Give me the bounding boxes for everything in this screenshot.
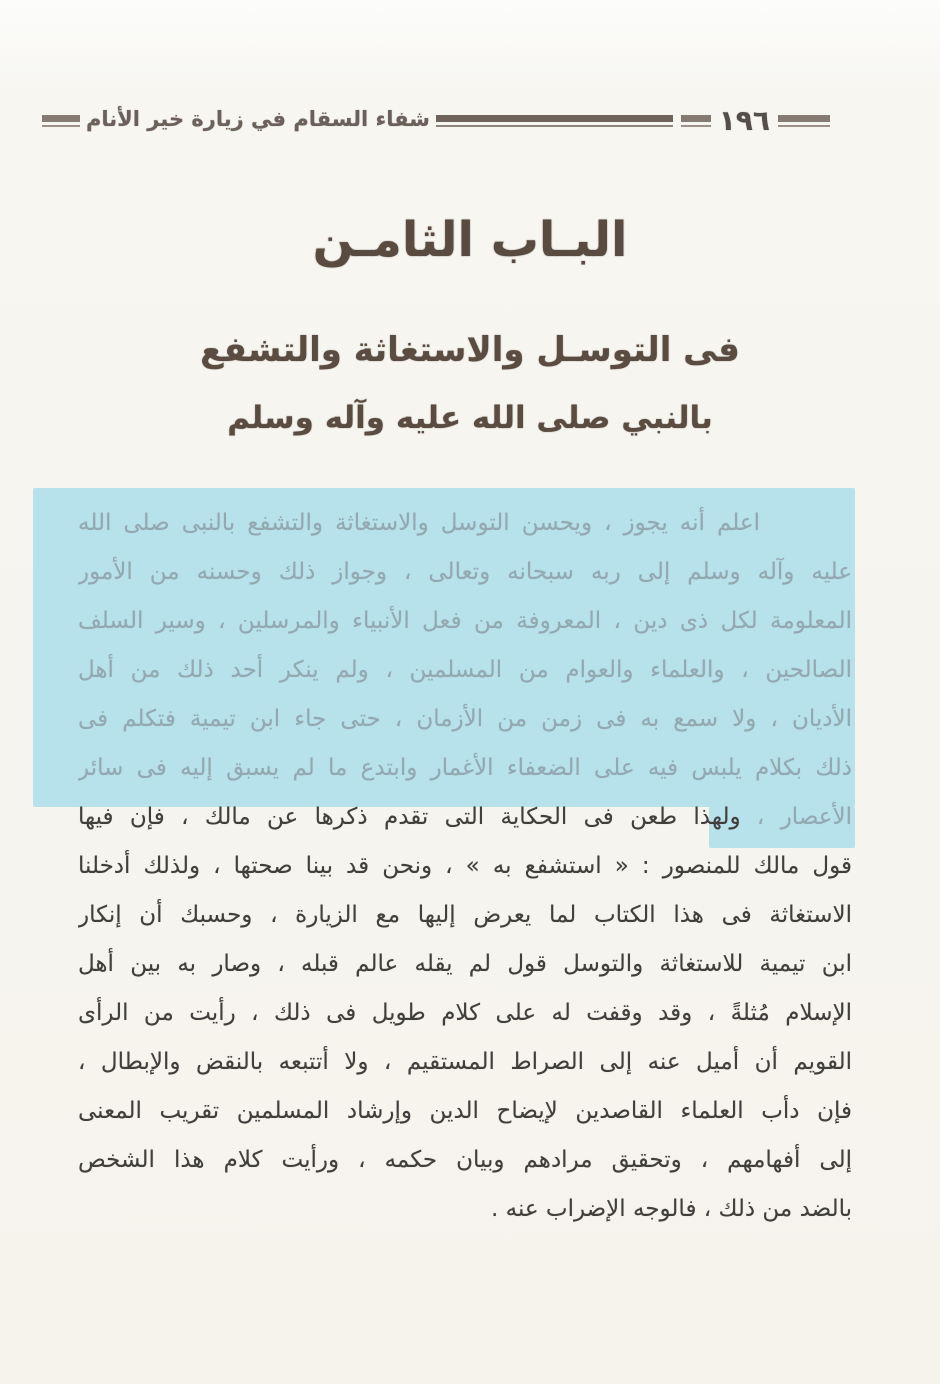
body-line: بالضد من ذلك ، فالوجه الإضراب عنه . — [490, 1196, 852, 1222]
body-line: ابن تيمية للاستغاثة والتوسل قول لم يقله عالم قبله ، وصار به بين أهل — [78, 951, 852, 977]
header-rule-before-number — [681, 115, 711, 127]
chapter-title: البـاب الثامـن — [312, 212, 628, 268]
body-line: ذلك بكلام يلبس فيه على الضعفاء الأغمار وابتدع ما لم يسبق إليه فى سائر — [78, 755, 852, 781]
body-line: الإسلام مُثلةً ، وقد وقفت له على كلام طويل فى ذلك ، رأيت من الرأى — [78, 1000, 852, 1026]
header-rule-center — [436, 115, 673, 127]
running-head — [42, 98, 830, 144]
body-line: إلى أفهامهم ، وتحقيق مرادهم وبيان حكمه ، ورأيت كلام هذا الشخص — [78, 1147, 852, 1173]
unhighlighted-rest: ولهذا طعن فى الحكاية التى تقدم ذكرها عن مالك ، فإن فيها — [78, 804, 741, 830]
body-line: فإن دأب العلماء القاصدين لإيضاح الدين وإرشاد المسلمين تقريب المعنى — [78, 1098, 852, 1124]
body-paragraph — [78, 499, 852, 1234]
body-line: اعلم أنه يجوز ، ويحسن التوسل والاستغاثة والتشفع بالنبى صلى الله — [78, 510, 760, 536]
body-line — [78, 793, 852, 842]
book-title: شفاء السقام في زيارة خير الأنام — [86, 106, 430, 131]
chapter-subtitle-line2: بالنبي صلى الله عليه وآله وسلم — [227, 400, 713, 436]
page-number: ١٩٦ — [718, 104, 770, 137]
header-rule-right — [778, 115, 830, 127]
body-line: عليه وآله وسلم إلى ربه سبحانه وتعالى ، وجواز ذلك وحسنه من الأمور — [78, 559, 852, 585]
body-line: قول مالك للمنصور : « استشفع به » ، ونحن قد بينا صحتها ، ولذلك أدخلنا — [78, 853, 852, 879]
highlighted-word: الأعصار ، — [756, 804, 852, 830]
body-line: المعلومة لكل ذى دين ، المعروفة من فعل الأنبياء والمرسلين ، وسير السلف — [78, 608, 852, 634]
body-line: الاستغاثة فى هذا الكتاب لما يعرض إليها مع الزيارة ، وحسبك أن إنكار — [78, 902, 852, 928]
body-line: الأديان ، ولا سمع به فى زمن من الأزمان ، حتى جاء ابن تيمية فتكلم فى — [78, 706, 852, 732]
chapter-subtitle-line1: فى التوسـل والاستغاثة والتشفع — [200, 330, 740, 370]
header-rule-left — [42, 115, 80, 127]
body-line: الصالحين ، والعلماء والعوام من المسلمين ، ولم ينكر أحد ذلك من أهل — [78, 657, 852, 683]
body-line: القويم أن أميل عنه إلى الصراط المستقيم ، ولا أتتبعه بالنقض والإبطال ، — [78, 1049, 852, 1075]
